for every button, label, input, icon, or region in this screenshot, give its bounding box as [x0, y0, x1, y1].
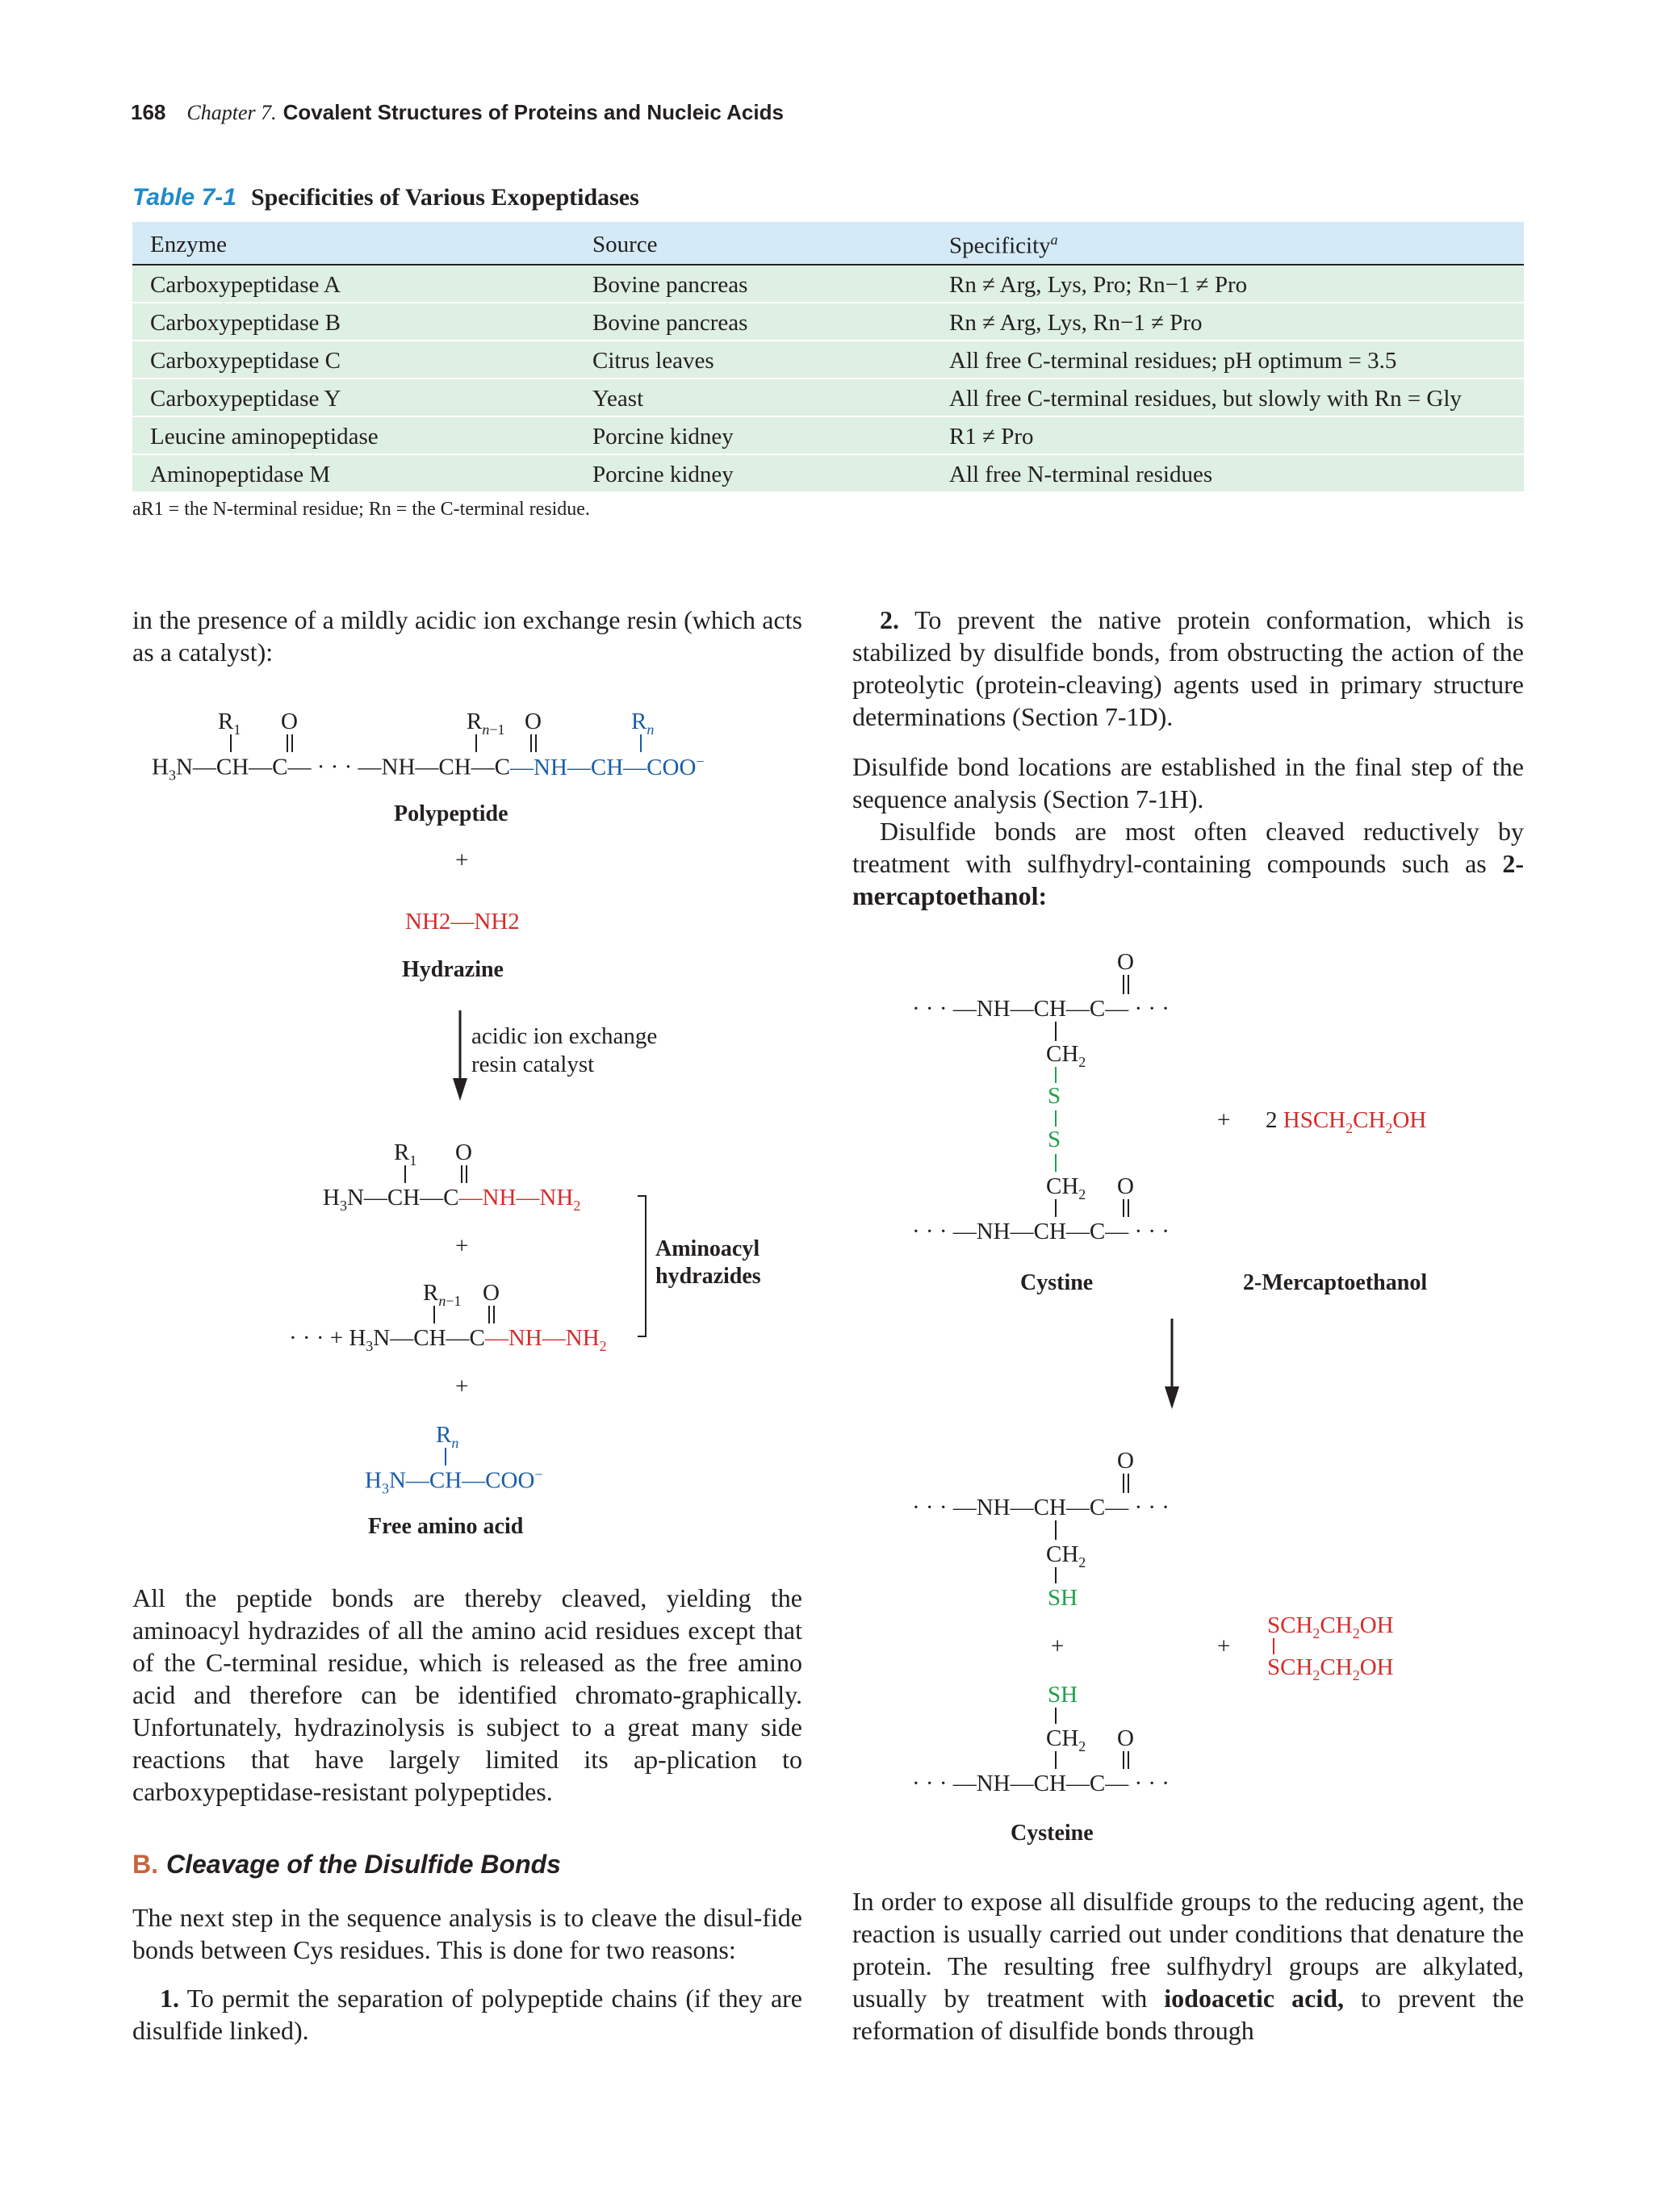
chapter-title: Covalent Structures of Proteins and Nucleic Acids	[282, 100, 784, 124]
col-header-specificity: Specificity$^a$	[949, 232, 1058, 259]
reagent-formula: 2 $HSCH_2CH_2OH$	[1266, 1107, 1427, 1136]
table-title: Specificities of Various Exopeptidases	[250, 184, 639, 211]
carbonyl-o: O	[525, 709, 542, 734]
plus-sign: +	[1217, 1633, 1231, 1659]
backbone-formula: · · · —NH—CH—C— · · ·	[912, 996, 1170, 1022]
cell-specificity: Rn ≠ Arg, Lys, Rn−1 ≠ Pro	[949, 310, 1203, 336]
hydrazide-formula: $H_3N—CH—C—NH—NH_2$	[323, 1185, 581, 1214]
cell-specificity: R1 ≠ Pro	[949, 424, 1034, 450]
arrow-condition-1: acidic ion exchange	[471, 1023, 658, 1049]
polypeptide-label: Polypeptide	[394, 801, 508, 826]
sulfur-atom: S	[1048, 1127, 1061, 1152]
ch2-group: $CH_2$	[1046, 1541, 1086, 1570]
polypeptide-formula: $H_3N—CH—C—$ · · · —NH—CH—C—NH—CH—COO−	[152, 753, 705, 784]
carbonyl-o: O	[1117, 1725, 1134, 1751]
plus-sign: +	[455, 1233, 469, 1259]
cell-source: Citrus leaves	[592, 348, 714, 374]
table-label: Table 7-1	[132, 184, 236, 211]
cell-source: Porcine kidney	[592, 424, 734, 450]
carbonyl-o: O	[281, 709, 298, 734]
page-number: 168	[131, 100, 166, 124]
col-header-enzyme: Enzyme	[150, 232, 228, 257]
carbonyl-o: O	[483, 1280, 500, 1306]
denature-paragraph: In order to expose all disulfide groups to the reducing agent, the reaction is usually carried out under conditions that denature the protein. The resulting free sulfhydryl groups are alkylated, usually by treatment with iodoacetic acid, to prevent the reformation of disulfide bonds through	[852, 1887, 1525, 2045]
cysteine-label: Cysteine	[1011, 1821, 1094, 1846]
disulfide-paragraph: Disulfide bond locations are established in the final step of the sequence analysis (Section 7-1H). Disulfide bonds are most often cleaved reductively by treatment with sulfhydryl-containing compounds such as 2-mercaptoethanol:	[852, 752, 1525, 910]
free-amino-acid-label: Free amino acid	[368, 1514, 524, 1539]
r1-group: $R_1$	[218, 709, 241, 738]
ch2-group: $CH_2$	[1046, 1725, 1086, 1754]
r1-group: $R_1$	[394, 1139, 417, 1169]
cell-enzyme: Carboxypeptidase B	[150, 310, 341, 336]
cell-enzyme: Carboxypeptidase A	[150, 272, 341, 298]
chapter-number: Chapter 7.	[186, 101, 277, 124]
ch2-group: $CH_2$	[1046, 1041, 1086, 1070]
section-letter: B.	[132, 1850, 158, 1879]
intro-paragraph: in the presence of a mildly acidic ion exchange resin (which acts as a catalyst):	[132, 605, 802, 667]
reason-1: 1. To permit the separation of polypeptide chains (if they are disulfide linked).	[132, 1984, 803, 2045]
cell-specificity: Rn ≠ Arg, Lys, Pro; Rn−1 ≠ Pro	[949, 272, 1248, 298]
cell-source: Yeast	[592, 386, 644, 412]
section-paragraph: The next step in the sequence analysis is to cleave the disul-fide bonds between Cys residues. This is done for two reasons:	[132, 1903, 802, 1964]
cell-enzyme: Aminopeptidase M	[150, 462, 331, 487]
cell-source: Bovine pancreas	[592, 272, 748, 298]
cell-source: Bovine pancreas	[592, 310, 748, 336]
plus-sign: +	[1217, 1107, 1231, 1133]
sulfhydryl-group: SH	[1048, 1585, 1078, 1611]
oxidized-mercaptoethanol: $SCH_2CH_2OH$	[1267, 1654, 1394, 1683]
ch2-group: $CH_2$	[1046, 1173, 1086, 1202]
carbonyl-o: O	[1117, 949, 1134, 975]
oxidized-mercaptoethanol: $SCH_2CH_2OH$	[1267, 1612, 1394, 1641]
rn1-group: $R_{n-1}$	[467, 709, 505, 738]
plus-sign: +	[455, 1374, 469, 1399]
free-amino-acid-formula: $H_3N—CH—COO^-$	[365, 1466, 543, 1497]
rn-group: $R_n$	[436, 1422, 459, 1451]
aminoacyl-label: Aminoacyl	[655, 1236, 760, 1261]
cell-enzyme: Carboxypeptidase C	[150, 348, 341, 374]
backbone-formula: · · · —NH—CH—C— · · ·	[912, 1219, 1170, 1244]
cystine-label: Cystine	[1020, 1270, 1094, 1295]
hydrazine-label: Hydrazine	[402, 957, 504, 982]
col-header-source: Source	[592, 232, 658, 257]
plus-sign: +	[455, 847, 469, 873]
hydrazide-formula: · · · + $H_3N—CH—C—NH—NH_2$	[289, 1325, 607, 1354]
arrow-condition-2: resin catalyst	[471, 1052, 595, 1077]
rn1-group: $R_{n-1}$	[423, 1280, 462, 1309]
carbonyl-o: O	[1117, 1448, 1134, 1474]
hydrazine-formula: NH2—NH2	[405, 909, 520, 935]
cell-specificity: All free N-terminal residues	[949, 462, 1213, 487]
sulfhydryl-group: SH	[1048, 1682, 1078, 1708]
section-title: Cleavage of the Disulfide Bonds	[166, 1850, 561, 1879]
backbone-formula: · · · —NH—CH—C— · · ·	[912, 1771, 1170, 1796]
hydrazides-label: hydrazides	[655, 1264, 761, 1289]
hydrazinolysis-paragraph: All the peptide bonds are thereby cleaved, yielding the aminoacyl hydrazides of all the amino acid residues except that of the C-terminal residue, which is released as the free amino acid and therefore can be identified chromato-graphically. Unfortunately, hydrazinolysis is subject to a great many side reactions that have largely limited its ap-plication to carboxypeptidase-resistant polypeptides.	[132, 1583, 802, 1806]
carbonyl-o: O	[1117, 1173, 1134, 1199]
cell-enzyme: Carboxypeptidase Y	[150, 386, 341, 412]
sulfur-atom: S	[1048, 1083, 1061, 1109]
cell-specificity: All free C-terminal residues; pH optimum = 3.5	[949, 348, 1397, 374]
reason-2: 2. To prevent the native protein conformation, which is stabilized by disulfide bonds, from obstructing the action of the proteolytic (protein-cleaving) agents used in primary structure determinations (Section 7-1D).	[852, 605, 1525, 731]
plus-sign: +	[1051, 1633, 1065, 1659]
cell-specificity: All free C-terminal residues, but slowly with Rn = Gly	[949, 386, 1462, 412]
carbonyl-o: O	[455, 1139, 472, 1165]
mercaptoethanol-label: 2-Mercaptoethanol	[1243, 1270, 1428, 1295]
table-footnote: aR1 = the N-terminal residue; Rn = the C-terminal residue.	[132, 499, 590, 520]
backbone-formula: · · · —NH—CH—C— · · ·	[912, 1495, 1170, 1520]
cell-enzyme: Leucine aminopeptidase	[150, 424, 379, 450]
cell-source: Porcine kidney	[592, 462, 734, 487]
rn-group: $R_n$	[631, 709, 655, 738]
